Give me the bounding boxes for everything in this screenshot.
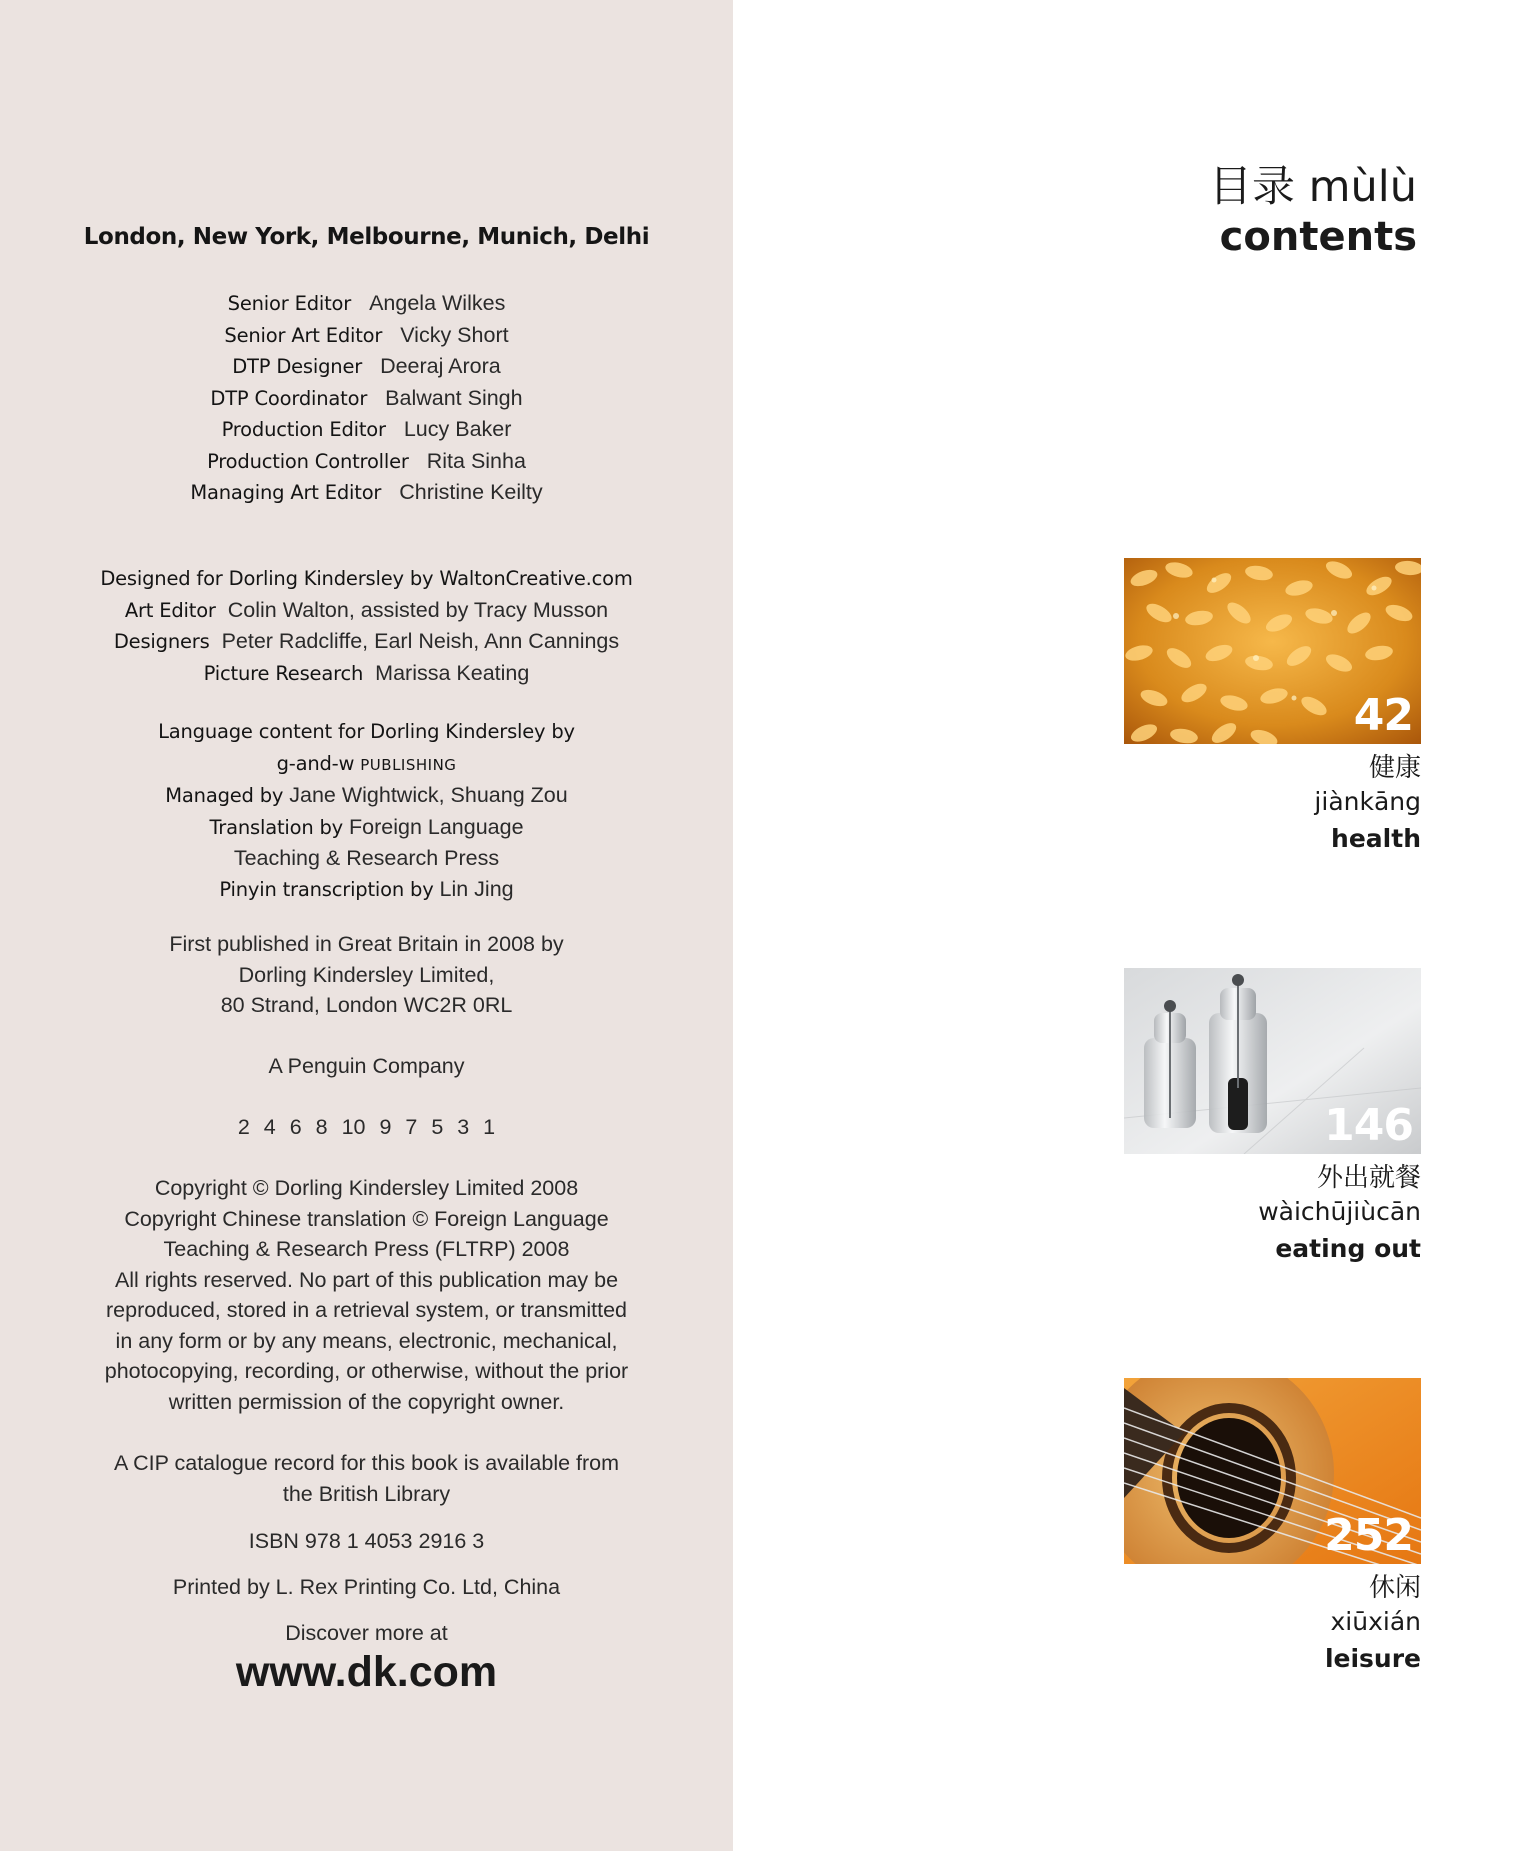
copyright-line: in any form or by any means, electronic, mechanical,: [115, 1328, 618, 1353]
credit-role: Production Controller: [207, 449, 409, 473]
cip-notice: [0, 1448, 733, 1509]
credit-role: Designers: [113, 630, 210, 653]
acoustic-guitar-photo: [1124, 1378, 1421, 1564]
credit-name: Teaching & Research Press: [233, 846, 500, 870]
credit-role: Translation by: [209, 815, 344, 839]
credit-role: DTP Designer: [232, 355, 363, 378]
credit-role: Picture Research: [203, 661, 364, 685]
copyright-notice: [0, 1173, 733, 1417]
credit-line: [0, 383, 733, 415]
section-english: health: [1331, 824, 1421, 853]
staff-credits: [0, 288, 733, 509]
credit-role: Production Editor: [221, 418, 386, 441]
publisher-caps: PUBLISHING: [360, 755, 457, 774]
credit-role: Managed by: [165, 784, 284, 807]
penguin-line: A Penguin Company: [268, 1054, 465, 1078]
printer-line: Printed by L. Rex Printing Co. Ltd, China: [172, 1575, 561, 1599]
credit-role: Pinyin transcription by: [219, 877, 434, 901]
credit-name: Christine Keilty: [399, 480, 543, 504]
credit-name: Peter Radcliffe, Earl Neish, Ann Cannings: [221, 629, 620, 653]
section-eating-out[interactable]: [1124, 968, 1421, 1269]
credit-name: Rita Sinha: [426, 448, 526, 473]
copyright-line: photocopying, recording, or otherwise, without the prior: [104, 1359, 629, 1383]
contents-heading: [1209, 160, 1417, 260]
credit-role: DTP Coordinator: [210, 386, 368, 410]
page-number: 42: [1353, 690, 1413, 741]
credit-name: Foreign Language: [349, 814, 524, 839]
credit-name: Colin Walton, assisted by Tracy Musson: [227, 597, 609, 622]
publication-line: First published in Great Britain in 2008 by: [169, 932, 564, 956]
section-english: eating out: [1275, 1234, 1421, 1263]
credit-role: Senior Art Editor: [224, 323, 383, 347]
isbn: ISBN 978 1 4053 2916 3: [248, 1529, 485, 1553]
credit-line: [0, 351, 733, 383]
design-heading-line: [0, 563, 733, 595]
section-leisure[interactable]: [1124, 1378, 1421, 1679]
copyright-line: Teaching & Research Press (FLTRP) 2008: [163, 1237, 570, 1261]
credit-role: Art Editor: [124, 598, 216, 622]
copyright-line: All rights reserved. No part of this publication may be: [114, 1267, 619, 1292]
credit-name: Vicky Short: [400, 322, 509, 347]
amber-capsules-photo: [1124, 558, 1421, 744]
section-health[interactable]: [1124, 558, 1421, 859]
credit-line: [0, 414, 733, 446]
credit-line: [0, 812, 733, 844]
credit-role: Managing Art Editor: [190, 481, 382, 504]
credit-name: Lucy Baker: [403, 417, 512, 441]
publication-info: [0, 929, 733, 1021]
credit-name: Balwant Singh: [385, 385, 523, 410]
design-heading: Designed for Dorling Kindersley by WaltonCreative.com: [100, 567, 633, 590]
print-line: 2 4 6 8 10 9 7 5 3 1: [237, 1115, 496, 1139]
credit-line: [0, 446, 733, 478]
page-number: 146: [1324, 1100, 1413, 1151]
credit-line: [0, 288, 733, 320]
publication-line: 80 Strand, London WC2R 0RL: [220, 993, 513, 1017]
credit-line: [0, 477, 733, 509]
credit-line: [0, 780, 733, 812]
credit-line: [0, 595, 733, 627]
credit-line: [0, 843, 733, 874]
section-labels: [1124, 752, 1421, 859]
credit-line: [0, 626, 733, 658]
credit-line: [0, 874, 733, 906]
language-heading-line: [0, 716, 733, 748]
section-labels: [1124, 1162, 1421, 1269]
copyright-line: Copyright Chinese translation © Foreign Language: [124, 1206, 609, 1231]
design-credits: [0, 563, 733, 689]
publication-line: Dorling Kindersley Limited,: [238, 962, 495, 987]
language-heading: Language content for Dorling Kindersley by: [158, 720, 575, 743]
website-link[interactable]: www.dk.com: [235, 1648, 498, 1696]
publisher-line: [0, 748, 733, 781]
credit-name: Angela Wilkes: [369, 291, 506, 315]
credit-line: [0, 320, 733, 352]
discover-label: Discover more at: [285, 1621, 448, 1645]
credit-line: [0, 658, 733, 690]
copyright-line: Copyright © Dorling Kindersley Limited 2008: [154, 1176, 579, 1200]
section-chinese: 健康: [1368, 753, 1421, 783]
cip-line: the British Library: [282, 1481, 451, 1506]
credit-name: Deeraj Arora: [380, 354, 501, 378]
section-pinyin: jiànkāng: [1314, 787, 1421, 816]
section-english: leisure: [1324, 1644, 1421, 1673]
copyright-line: reproduced, stored in a retrieval system, or transmitted: [106, 1298, 627, 1322]
publisher-name: g-and-w: [276, 751, 355, 775]
language-credits: [0, 716, 733, 905]
credit-role: Senior Editor: [227, 292, 352, 315]
section-chinese: 外出就餐: [1316, 1163, 1421, 1193]
section-pinyin: wàichūjiùcān: [1258, 1197, 1421, 1226]
credit-name: Lin Jing: [439, 876, 514, 901]
credit-name: Jane Wightwick, Shuang Zou: [289, 783, 568, 807]
contents-title-chinese: 目录 mùlù: [1208, 162, 1417, 212]
salt-pepper-mills-photo: [1124, 968, 1421, 1154]
copyright-line: written permission of the copyright owner.: [168, 1389, 565, 1414]
credit-name: Marissa Keating: [375, 660, 530, 685]
section-labels: [1124, 1572, 1421, 1679]
cip-line: A CIP catalogue record for this book is available from: [113, 1451, 620, 1475]
publisher-cities: London, New York, Melbourne, Munich, Delhi: [83, 224, 650, 250]
section-chinese: 休闲: [1368, 1573, 1421, 1603]
page-number: 252: [1324, 1510, 1413, 1561]
contents-title-english: contents: [1219, 214, 1417, 260]
section-pinyin: xiūxián: [1330, 1607, 1421, 1636]
